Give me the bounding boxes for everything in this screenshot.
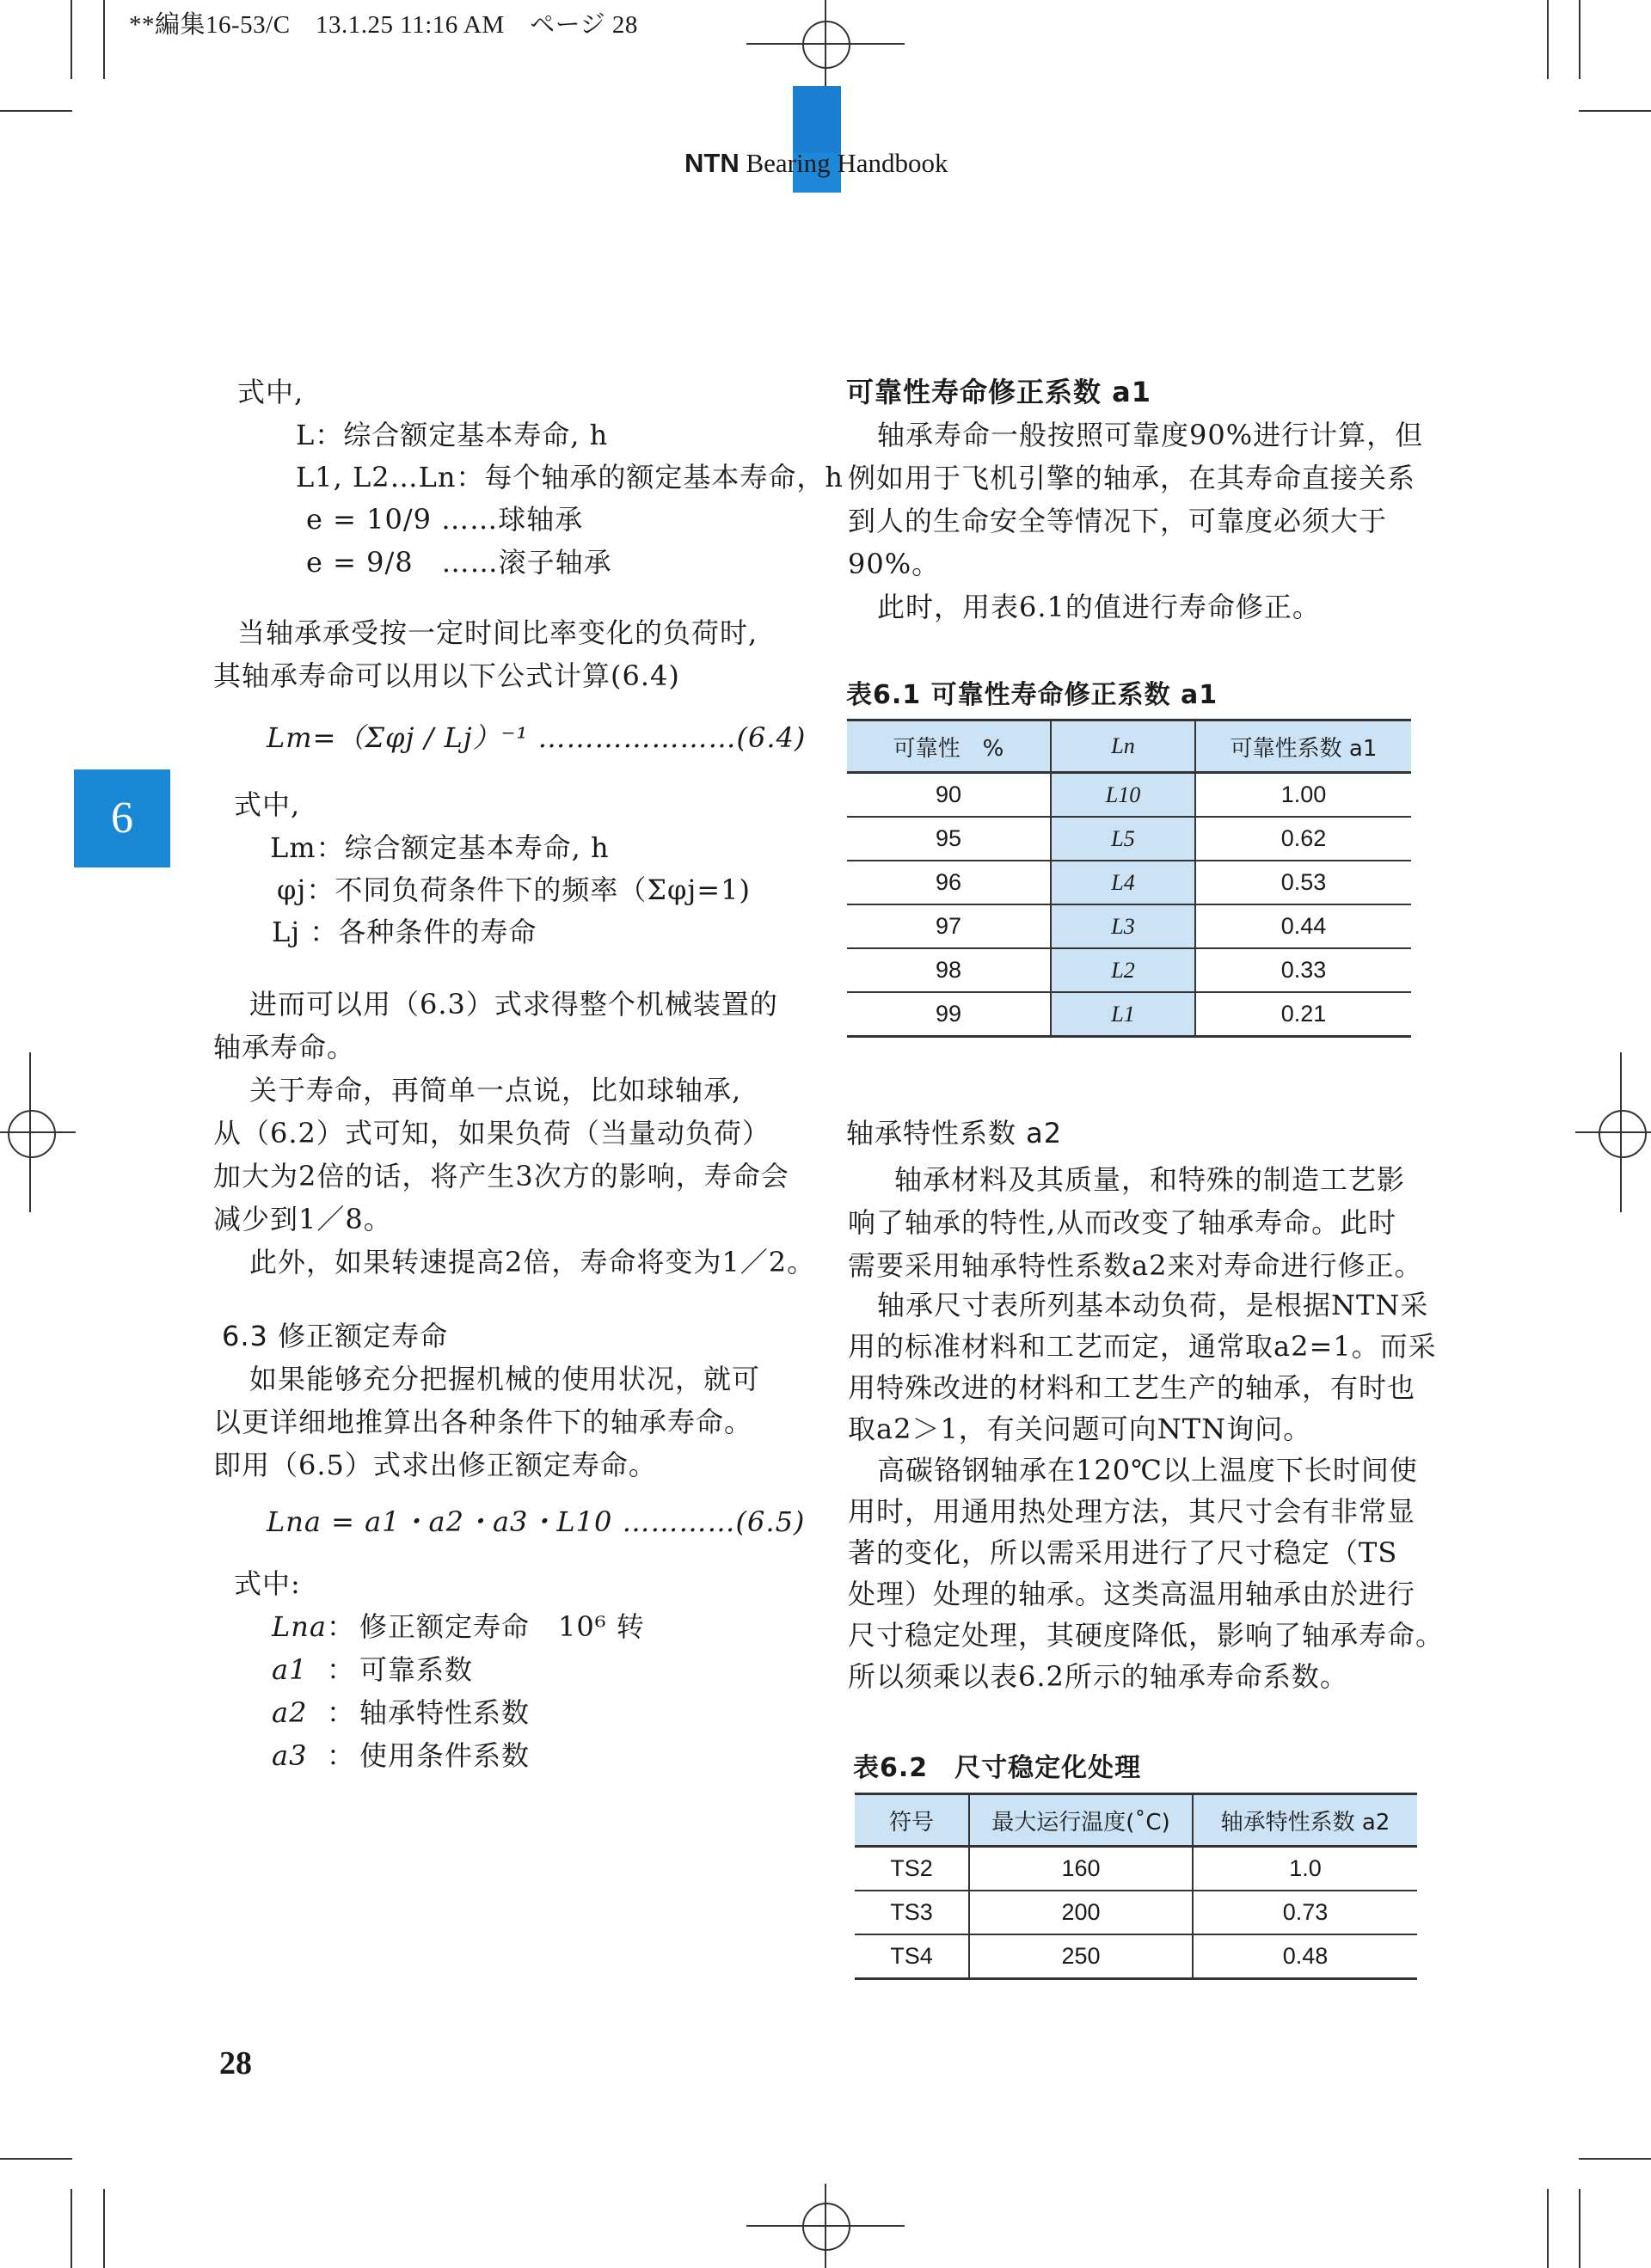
table-header: 可靠性 %: [847, 720, 1051, 773]
def-sym-a2: a2: [272, 1696, 308, 1729]
r-para2-line2: 响了轴承的特性,从而改变了轴承寿命。此时: [848, 1206, 1397, 1239]
table-header: 最大运行温度(˚C): [969, 1794, 1193, 1847]
heading-reliability-factor: 可靠性寿命修正系数 a1: [846, 376, 1152, 408]
table-row: [847, 773, 1411, 818]
table-cell: 1.0: [1193, 1847, 1417, 1891]
chapter-tab: 6: [74, 769, 170, 867]
where-label-3: 式中:: [234, 1567, 301, 1600]
r-para2-line13: 所以须乘以表6.2所示的轴承寿命系数。: [848, 1660, 1348, 1693]
table-header-row: [847, 720, 1411, 773]
r-para2-line7: 取a2＞1，有关问题可向NTN询问。: [848, 1413, 1312, 1445]
header-accent-bar-top: [793, 86, 841, 153]
table-row: [847, 948, 1411, 992]
def-sym-a1: a1: [272, 1653, 308, 1686]
table-row: [847, 861, 1411, 904]
table-cell: 99: [847, 992, 1051, 1037]
table-cell: 0.21: [1195, 992, 1411, 1037]
def-l1-ln: L1, L2…Ln：每个轴承的额定基本寿命，h: [296, 461, 844, 493]
equation-6-4: Lm=（Σφj / Lj）⁻¹ …………………(6.4): [267, 721, 807, 754]
table-cell: 96: [847, 861, 1051, 904]
print-slug: **編集16-53/C 13.1.25 11:16 AM ページ 28: [129, 11, 638, 39]
def-colon: ：: [327, 1696, 356, 1729]
r-para1-line2: 例如用于飞机引擎的轴承，在其寿命直接关系: [848, 462, 1416, 494]
table-cell: 160: [969, 1847, 1193, 1891]
table-header: Ln: [1051, 720, 1195, 773]
table-header: 轴承特性系数 a2: [1193, 1794, 1417, 1847]
r-para2-line8: 高碳铬钢轴承在120℃以上温度下长时间使: [877, 1454, 1418, 1486]
table-reliability-factor: [847, 719, 1411, 1038]
r-para2-line5: 用的标准材料和工艺而定，通常取a2=1。而采: [848, 1330, 1437, 1363]
def-desc-a2: 轴承特性系数: [359, 1696, 531, 1729]
table-cell: TS4: [855, 1934, 969, 1979]
table-cell: L2: [1051, 948, 1195, 992]
para1-line1: 当轴承承受按一定时间比率变化的负荷时,: [237, 616, 758, 649]
table-dimension-stabilization: [855, 1793, 1417, 1980]
table-cell: 97: [847, 904, 1051, 948]
table-cell: L5: [1051, 817, 1195, 861]
table-header: 符号: [855, 1794, 969, 1847]
table-cell: 250: [969, 1934, 1193, 1979]
para2-line5: 加大为2倍的话，将产生3次方的影响，寿命会: [213, 1160, 789, 1192]
table-cell: 0.48: [1193, 1934, 1417, 1979]
r-para1-line5: 此时，用表6.1的值进行寿命修正。: [877, 591, 1321, 623]
para2-line7: 此外，如果转速提高2倍，寿命将变为1／2。: [249, 1246, 816, 1278]
table-header-row: [855, 1794, 1417, 1847]
table-cell: 98: [847, 948, 1051, 992]
table-row: [847, 992, 1411, 1037]
running-header: [684, 148, 948, 179]
r-para2-line9: 用时，用通用热处理方法，其尺寸会有非常显: [848, 1495, 1416, 1528]
def-lj: Lj ：各种条件的寿命: [272, 916, 537, 948]
def-sym-lna: Lna: [272, 1610, 327, 1643]
table-cell: 95: [847, 817, 1051, 861]
table-row: [855, 1847, 1417, 1891]
def-e-ball: e = 10/9 ……球轴承: [306, 503, 584, 536]
para2-line3: 关于寿命，再简单一点说，比如球轴承,: [249, 1074, 742, 1106]
para2-line1: 进而可以用（6.3）式求得整个机械装置的: [249, 988, 778, 1021]
r-para2-line10: 著的变化，所以需采用进行了尺寸稳定（TS: [848, 1536, 1398, 1569]
where-label-2: 式中,: [234, 788, 301, 821]
r-para2-line11: 处理）处理的轴承。这类高温用轴承由於进行: [848, 1578, 1416, 1610]
table-cell: L3: [1051, 904, 1195, 948]
r-para2-line6: 用特殊改进的材料和工艺生产的轴承，有时也: [848, 1371, 1416, 1404]
table1-caption: 表6.1 可靠性寿命修正系数 a1: [846, 680, 1218, 710]
table-cell: 0.53: [1195, 861, 1411, 904]
para2-line6: 减少到1／8。: [213, 1203, 392, 1235]
r-para1-line3: 到人的生命安全等情况下，可靠度必须大于: [848, 505, 1388, 537]
para2-line2: 轴承寿命。: [213, 1031, 356, 1064]
para1-line2: 其轴承寿命可以用以下公式计算(6.4): [213, 659, 680, 692]
def-desc-a3: 使用条件系数: [359, 1739, 531, 1772]
r-para1-line1: 轴承寿命一般按照可靠度90%进行计算，但: [877, 419, 1424, 451]
header-brand: NTN: [684, 148, 740, 178]
table-header: 可靠性系数 a1: [1195, 720, 1411, 773]
table-row: [855, 1934, 1417, 1979]
equation-6-5: Lna = a1・a2・a3・L10 …………(6.5): [267, 1505, 806, 1538]
table-cell: 90: [847, 773, 1051, 818]
r-para2-line12: 尺寸稳定处理，其硬度降低，影响了轴承寿命。: [848, 1619, 1445, 1652]
table-cell: 1.00: [1195, 773, 1411, 818]
def-desc-a1: 可靠系数: [359, 1653, 474, 1686]
def-colon: ：: [327, 1653, 356, 1686]
table-row: [847, 904, 1411, 948]
def-desc-lna: 修正额定寿命 10⁶ 转: [359, 1610, 645, 1643]
heading-bearing-characteristic-factor: 轴承特性系数 a2: [846, 1117, 1063, 1149]
table2-caption: 表6.2 尺寸稳定化处理: [853, 1753, 1142, 1783]
table-cell: 0.44: [1195, 904, 1411, 948]
page-number: 28: [219, 2045, 252, 2081]
r-para1-line4: 90%。: [848, 548, 941, 580]
table-row: [847, 817, 1411, 861]
table-cell: 0.33: [1195, 948, 1411, 992]
table-cell: L10: [1051, 773, 1195, 818]
para2-line4: 从（6.2）式可知，如果负荷（当量动负荷）: [213, 1117, 770, 1149]
header-title: Bearing Handbook: [746, 148, 948, 178]
para3-line3: 即用（6.5）式求出修正额定寿命。: [213, 1449, 657, 1481]
table-row: [855, 1891, 1417, 1934]
table-cell: L4: [1051, 861, 1195, 904]
table-cell: TS3: [855, 1891, 969, 1934]
r-para2-line3: 需要采用轴承特性系数a2来对寿命进行修正。: [848, 1249, 1423, 1282]
section-heading-6-3: 6.3 修正额定寿命: [222, 1320, 449, 1352]
def-e-roller: e = 9/8 ……滚子轴承: [306, 546, 612, 579]
def-sym-a3: a3: [272, 1739, 308, 1772]
r-para2-line4: 轴承尺寸表所列基本动负荷，是根据NTN采: [877, 1289, 1429, 1321]
table-cell: L1: [1051, 992, 1195, 1037]
table-cell: TS2: [855, 1847, 969, 1891]
def-colon: ：: [327, 1739, 356, 1772]
table-cell: 200: [969, 1891, 1193, 1934]
def-phi-j: φj：不同负荷条件下的频率（Σφj=1): [277, 873, 751, 906]
def-lm: Lm：综合额定基本寿命, h: [270, 831, 610, 864]
para3-line2: 以更详细地推算出各种条件下的轴承寿命。: [213, 1406, 753, 1438]
para3-line1: 如果能够充分把握机械的使用状况，就可: [249, 1363, 761, 1395]
where-label-1: 式中,: [237, 376, 304, 408]
def-l: L：综合额定基本寿命, h: [296, 419, 609, 451]
def-colon: ：: [327, 1610, 356, 1643]
table-cell: 0.62: [1195, 817, 1411, 861]
r-para2-line1: 轴承材料及其质量，和特殊的制造工艺影: [894, 1163, 1406, 1196]
table-cell: 0.73: [1193, 1891, 1417, 1934]
